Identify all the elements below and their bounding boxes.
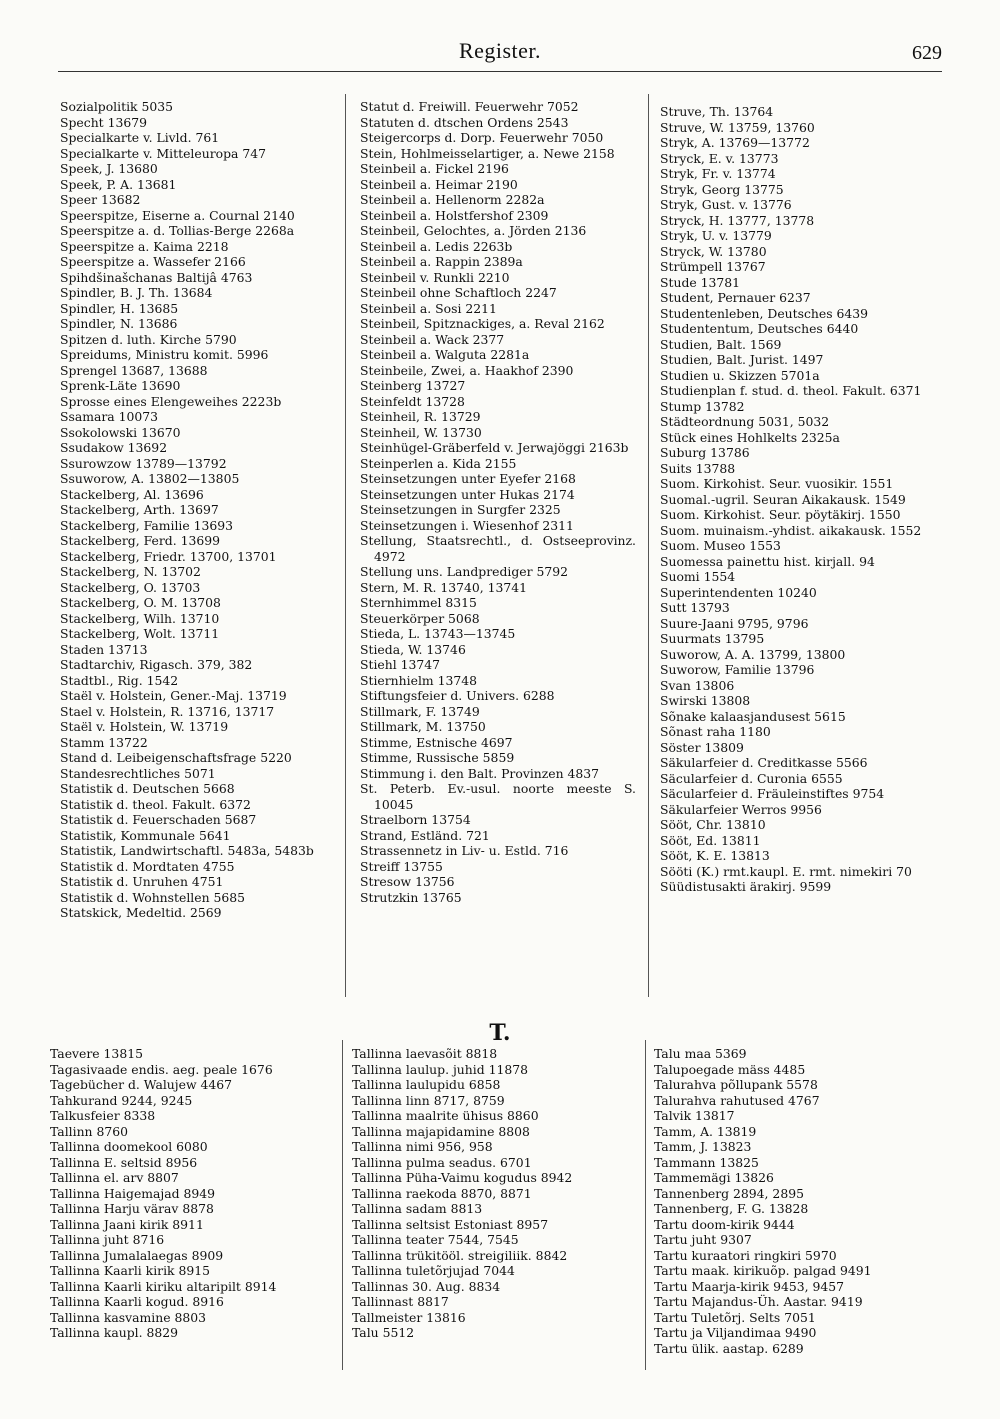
index-entry: Suomi 1554 (660, 569, 736, 584)
index-entry: Tallinna Haigemajad 8949 (50, 1185, 216, 1201)
index-entry: Taevere 13815 (50, 1046, 143, 1061)
index-entry: Speek, J. 13680 (60, 161, 158, 176)
index-entry: Studien, Balt. 1569 (660, 336, 782, 352)
index-entry: Tartu Majandus-Üh. Aastar. 9419 (654, 1294, 863, 1309)
index-entry: Suburg 13786 (660, 445, 750, 460)
index-entry: Tallinna trükitööl. streigiliik. 8842 (352, 1247, 568, 1263)
index-entry: Talvik 13817 (654, 1108, 735, 1123)
index-entry: Tartu maak. kirikuõp. palgad 9491 (654, 1263, 872, 1278)
index-entry: Steinsetzungen i. Wiesenhof 2311 (360, 517, 574, 533)
index-entry: Stadtbl., Rig. 1542 (60, 672, 179, 688)
index-entry: Stael v. Holstein, R. 13716, 13717 (60, 703, 275, 719)
index-entry: Tallinna linn 8717, 8759 (352, 1092, 505, 1108)
index-entry: Struve, Th. 13764 (660, 104, 774, 119)
index-entry: Student, Pernauer 6237 (660, 290, 811, 305)
index-entry: Tammemägi 13826 (654, 1170, 774, 1185)
index-entry: Staël v. Holstein, W. 13719 (60, 719, 229, 734)
index-entry: Steinfeldt 13728 (360, 393, 465, 409)
index-entry: Studententum, Deutsches 6440 (660, 321, 859, 336)
index-entry: Sööt, Chr. 13810 (660, 817, 766, 832)
t-index-column-2 (352, 1046, 632, 1341)
index-entry: Talurahva rahutused 4767 (654, 1092, 820, 1108)
t-index-column-3 (654, 1046, 936, 1356)
index-entry: Stück eines Hohlkelts 2325a (660, 429, 840, 445)
index-entry: Tallinna tuletõrjujad 7044 (352, 1263, 515, 1278)
index-entry: Steinbeil, Spitznackiges, a. Reval 2162 (360, 316, 605, 331)
index-entry: Sõnast raha 1180 (660, 724, 771, 739)
index-entry: Sööti (K.) rmt.kaupl. E. rmt. nimekiri 70 (660, 863, 912, 879)
index-entry: Tahkurand 9244, 9245 (50, 1092, 193, 1108)
index-entry: Steinbeil v. Runkli 2210 (360, 269, 510, 285)
index-entry: Steinbeil a. Sosi 2211 (360, 300, 497, 316)
index-entry: Statistik d. Mordtaten 4755 (60, 858, 235, 874)
index-entry: Strassennetz in Liv- u. Estld. 716 (360, 843, 569, 858)
index-entry: Specht 13679 (60, 114, 148, 130)
index-entry: Struve, W. 13759, 13760 (660, 119, 815, 135)
index-entry: Tallinna Püha-Vaimu kogudus 8942 (352, 1170, 573, 1185)
index-entry: Stimme, Russische 5859 (360, 750, 515, 765)
index-entry: Studien u. Skizzen 5701a (660, 367, 820, 383)
index-entry: Tartu doom-kirik 9444 (654, 1216, 795, 1232)
index-entry: Tallinna laulup. juhid 11878 (352, 1061, 528, 1077)
index-entry: Tallinna teater 7544, 7545 (352, 1232, 519, 1247)
column-divider (342, 1040, 343, 1370)
index-entry: Suworow, A. A. 13799, 13800 (660, 646, 846, 662)
column-divider (645, 1040, 646, 1370)
index-entry: Steinbeil a. Rappin 2389a (360, 254, 523, 269)
index-entry: Tannenberg, F. G. 13828 (654, 1201, 809, 1216)
index-entry: Talupoegade mäss 4485 (654, 1061, 806, 1077)
index-entry: Tamm, J. 13823 (654, 1139, 752, 1154)
index-entry: Stackelberg, Al. 13696 (60, 486, 204, 502)
index-entry: Speerspitze a. Wassefer 2166 (60, 254, 246, 269)
index-entry: Superintendenten 10240 (660, 584, 817, 600)
index-column-2 (360, 99, 636, 905)
index-entry: Tallinna E. seltsid 8956 (50, 1154, 198, 1170)
index-entry: Tallinna Harju värav 8878 (50, 1201, 214, 1216)
index-entry: Statistik d. Wohnstellen 5685 (60, 889, 246, 905)
index-entry: Strümpell 13767 (660, 259, 766, 274)
index-entry: Standesrechtliches 5071 (60, 765, 216, 781)
index-entry: Sternhimmel 8315 (360, 595, 477, 610)
index-entry: Speek, P. A. 13681 (60, 176, 177, 192)
index-entry: Sozialpolitik 5035 (60, 99, 174, 114)
index-entry: Stimme, Estnische 4697 (360, 734, 513, 750)
index-entry: Säkularfeier Werros 9956 (660, 801, 822, 817)
index-entry: Stude 13781 (660, 274, 741, 290)
index-entry: Speer 13682 (60, 192, 141, 207)
index-entry: Spihdšinašchanas Baltijâ 4763 (60, 269, 253, 285)
index-entry: Statistik d. theol. Fakult. 6372 (60, 796, 251, 812)
index-entry: Studentenleben, Deutsches 6439 (660, 305, 869, 321)
index-entry: Tallinna laulupidu 6858 (352, 1077, 501, 1092)
index-entry: Talu 5512 (352, 1325, 415, 1340)
index-entry: Specialkarte v. Mitteleuropa 747 (60, 145, 266, 161)
index-entry: Tallinna kasvamine 8803 (50, 1309, 207, 1325)
index-entry: Tagebücher d. Walujew 4467 (50, 1077, 233, 1092)
index-entry: Stamm 13722 (60, 734, 148, 750)
index-entry: Stillmark, F. 13749 (360, 703, 480, 719)
index-entry: Stackelberg, Wilh. 13710 (60, 610, 220, 626)
index-entry: Tartu ülik. aastap. 6289 (654, 1340, 804, 1356)
index-entry: Stadtarchiv, Rigasch. 379, 382 (60, 657, 253, 672)
index-entry: Suomal.-ugril. Seuran Aikakausk. 1549 (660, 491, 906, 507)
index-column-1 (60, 99, 332, 921)
index-entry: Suom. Kirkohist. Seur. vuosikir. 1551 (660, 476, 894, 491)
index-entry: Spindler, N. 13686 (60, 316, 178, 331)
index-entry: Spitzen d. luth. Kirche 5790 (60, 331, 237, 347)
index-entry: Suom. Kirkohist. Seur. pöytäkirj. 1550 (660, 507, 901, 522)
index-entry: Studienplan f. stud. d. theol. Fakult. 6371 (660, 383, 922, 398)
index-entry: Stillmark, M. 13750 (360, 719, 486, 734)
index-entry: Stiftungsfeier d. Univers. 6288 (360, 688, 555, 703)
index-entry: Staël v. Holstein, Gener.-Maj. 13719 (60, 688, 287, 703)
index-entry: Sprengel 13687, 13688 (60, 362, 208, 378)
index-entry: Spindler, B. J. Th. 13684 (60, 285, 213, 300)
index-entry: Tallinna laevasõit 8818 (352, 1046, 498, 1061)
index-entry: Statskick, Medeltid. 2569 (60, 905, 222, 920)
index-entry: Studien, Balt. Jurist. 1497 (660, 352, 824, 367)
index-entry: Tallinna Jaani kirik 8911 (50, 1216, 204, 1232)
index-entry: Stiernhielm 13748 (360, 672, 478, 688)
index-entry: Streiff 13755 (360, 858, 443, 874)
index-entry: Stackelberg, Arth. 13697 (60, 502, 219, 517)
index-entry: Tartu Maarja-kirik 9453, 9457 (654, 1278, 845, 1294)
index-column-3 (660, 104, 938, 895)
index-entry: St. Peterb. Ev.-usul. noorte meeste S. 10045 (360, 781, 636, 812)
index-entry: Stieda, L. 13743—13745 (360, 626, 516, 641)
index-entry: Sprosse eines Elengeweihes 2223b (60, 393, 282, 409)
column-divider (648, 94, 649, 997)
index-entry: Stryk, Georg 13775 (660, 181, 784, 197)
index-entry: Tallinna nimi 956, 958 (352, 1139, 493, 1154)
index-entry: Steinsetzungen in Surgfer 2325 (360, 502, 561, 517)
index-entry: Tallinna Kaarli kogud. 8916 (50, 1294, 224, 1309)
index-entry: Statistik, Kommunale 5641 (60, 827, 231, 843)
index-entry: Steigercorps d. Dorp. Feuerwehr 7050 (360, 130, 604, 145)
index-entry: Säkularfeier d. Creditkasse 5566 (660, 755, 868, 770)
index-entry: Suom. muinaism.-yhdist. aikakausk. 1552 (660, 522, 922, 538)
index-entry: Tallinna juht 8716 (50, 1232, 165, 1247)
index-entry: Tallinna majapidamine 8808 (352, 1123, 530, 1139)
index-entry: Suure-Jaani 9795, 9796 (660, 615, 809, 631)
index-entry: Ssurowzow 13789—13792 (60, 455, 227, 471)
index-entry: Steinbeil a. Fickel 2196 (360, 161, 509, 176)
index-entry: Statistik d. Feuerschaden 5687 (60, 812, 257, 827)
index-entry: Ssuworow, A. 13802—13805 (60, 471, 240, 486)
index-entry: Stein, Hohlmeisselartiger, a. Newe 2158 (360, 145, 615, 161)
index-entry: Svan 13806 (660, 677, 735, 693)
index-entry: Steinheil, W. 13730 (360, 424, 482, 440)
index-entry: Säcularfeier d. Curonia 6555 (660, 770, 843, 786)
index-entry: Swirski 13808 (660, 693, 751, 708)
index-entry: Talurahva põllupank 5578 (654, 1077, 818, 1092)
index-entry: Suworow, Familie 13796 (660, 662, 815, 677)
index-entry: Steinbeil a. Holstfershof 2309 (360, 207, 549, 223)
index-entry: Tallinna kaupl. 8829 (50, 1325, 179, 1340)
index-entry: Stryck, H. 13777, 13778 (660, 212, 815, 228)
index-entry: Tallinnas 30. Aug. 8834 (352, 1278, 501, 1294)
index-entry: Stryk, A. 13769—13772 (660, 135, 810, 150)
index-entry: Steuerkörper 5068 (360, 610, 480, 626)
index-entry: Stieda, W. 13746 (360, 641, 466, 657)
index-entry: Sprenk-Läte 13690 (60, 378, 181, 393)
index-entry: Steinbeil a. Wack 2377 (360, 331, 505, 347)
index-entry: Statistik d. Unruhen 4751 (60, 874, 224, 889)
index-entry: Stellung, Staatsrechtl., d. Ostseeprovinz. 4972 (360, 533, 636, 564)
index-entry: Stryck, W. 13780 (660, 243, 767, 259)
index-entry: Tallmeister 13816 (352, 1309, 466, 1325)
index-entry: Tannenberg 2894, 2895 (654, 1185, 804, 1201)
index-entry: Stump 13782 (660, 398, 745, 414)
index-entry: Tallinna raekoda 8870, 8871 (352, 1185, 532, 1201)
index-entry: Suits 13788 (660, 460, 736, 476)
index-entry: Stackelberg, O. 13703 (60, 579, 201, 595)
index-entry: Sööt, K. E. 13813 (660, 848, 770, 863)
index-entry: Steinbeile, Zwei, a. Haakhof 2390 (360, 362, 574, 378)
index-entry: Strand, Estländ. 721 (360, 827, 490, 843)
index-entry: Stiehl 13747 (360, 657, 441, 672)
index-entry: Spreidums, Ministru komit. 5996 (60, 347, 269, 362)
index-entry: Suom. Museo 1553 (660, 538, 781, 553)
index-entry: Straelborn 13754 (360, 812, 471, 827)
index-entry: Tartu juht 9307 (654, 1232, 752, 1247)
index-entry: Stryk, U. v. 13779 (660, 228, 772, 243)
index-entry: Sööt, Ed. 13811 (660, 832, 761, 848)
index-entry: Tallinna pulma seadus. 6701 (352, 1154, 532, 1170)
index-entry: Stackelberg, Familie 13693 (60, 517, 234, 533)
header-rule (58, 71, 942, 72)
index-entry: Suurmats 13795 (660, 631, 765, 646)
page-number: 629 (912, 42, 942, 64)
index-entry: Tallinnast 8817 (352, 1294, 449, 1309)
index-entry: Tallinna sadam 8813 (352, 1201, 483, 1216)
index-entry: Stryk, Fr. v. 13774 (660, 166, 776, 181)
index-entry: Speerspitze, Eiserne a. Cournal 2140 (60, 207, 295, 223)
index-entry: Tallinna maalrite ühisus 8860 (352, 1108, 539, 1123)
index-entry: Stryk, Gust. v. 13776 (660, 197, 792, 212)
index-entry: Specialkarte v. Livld. 761 (60, 130, 220, 145)
index-entry: Stackelberg, N. 13702 (60, 564, 201, 579)
index-entry: Steinbeil a. Walguta 2281a (360, 347, 530, 362)
index-entry: Stackelberg, Wolt. 13711 (60, 626, 220, 641)
index-entry: Tallinna Kaarli kirik 8915 (50, 1263, 211, 1278)
index-entry: Talkusfeier 8338 (50, 1108, 156, 1123)
column-divider (345, 94, 346, 997)
index-entry: Säcularfeier d. Fräuleinstiftes 9754 (660, 786, 885, 801)
index-entry: Tartu kuraatori ringkiri 5970 (654, 1247, 837, 1263)
index-entry: Steinbeil a. Hellenorm 2282a (360, 192, 545, 207)
index-entry: Tallinna Jumalalaegas 8909 (50, 1247, 224, 1263)
index-entry: Ssokolowski 13670 (60, 424, 181, 440)
index-entry: Steinhügel-Gräberfeld v. Jerwajöggi 2163b (360, 440, 629, 455)
section-letter-heading: T. (489, 1020, 511, 1046)
index-entry: Spindler, H. 13685 (60, 300, 179, 316)
index-entry: Stand d. Leibeigenschaftsfrage 5220 (60, 750, 292, 765)
index-entry: Stryck, E. v. 13773 (660, 150, 779, 166)
index-entry: Statistik, Landwirtschaftl. 5483a, 5483b (60, 843, 314, 858)
index-entry: Tartu ja Viljandimaa 9490 (654, 1325, 817, 1340)
index-entry: Steinsetzungen unter Hukas 2174 (360, 486, 575, 502)
index-entry: Statistik d. Deutschen 5668 (60, 781, 235, 796)
index-entry: Tallinna doomekool 6080 (50, 1139, 208, 1154)
index-entry: Steinberg 13727 (360, 378, 466, 393)
index-entry: Speerspitze a. Kaima 2218 (60, 238, 229, 254)
index-entry: Stimmung i. den Balt. Provinzen 4837 (360, 765, 600, 781)
index-entry: Stackelberg, O. M. 13708 (60, 595, 221, 610)
page-title: Register. (458, 38, 542, 63)
index-entry: Steinperlen a. Kida 2155 (360, 455, 517, 471)
index-entry: Speerspitze a. d. Tollias-Berge 2268a (60, 223, 295, 238)
index-entry: Stackelberg, Friedr. 13700, 13701 (60, 548, 277, 564)
index-entry: Tallinna el. arv 8807 (50, 1170, 179, 1185)
index-entry: Suomessa painettu hist. kirjall. 94 (660, 553, 875, 569)
index-entry: Tallinna seltsist Estoniast 8957 (352, 1216, 549, 1232)
index-entry: Ssamara 10073 (60, 409, 159, 424)
index-entry: Statuten d. dtschen Ordens 2543 (360, 114, 569, 130)
index-entry: Steinbeil a. Ledis 2263b (360, 238, 513, 254)
index-entry: Süüdistusakti ärakirj. 9599 (660, 879, 832, 894)
index-entry: Tallinna Kaarli kiriku altaripilt 8914 (50, 1278, 277, 1294)
index-entry: Ssudakow 13692 (60, 440, 168, 455)
index-entry: Statut d. Freiwill. Feuerwehr 7052 (360, 99, 579, 114)
index-entry: Städteordnung 5031, 5032 (660, 414, 830, 429)
index-entry: Strutzkin 13765 (360, 889, 462, 905)
index-entry: Steinbeil ohne Schaftloch 2247 (360, 285, 557, 300)
index-entry: Sutt 13793 (660, 600, 730, 615)
index-entry: Tamm, A. 13819 (654, 1123, 757, 1139)
index-entry: Stellung uns. Landprediger 5792 (360, 564, 569, 579)
page-header (0, 0, 1000, 72)
index-entry: Steinsetzungen unter Eyefer 2168 (360, 471, 576, 486)
index-entry: Stern, M. R. 13740, 13741 (360, 579, 528, 595)
index-entry: Stresow 13756 (360, 874, 455, 889)
index-entry: Steinbeil, Gelochtes, a. Jörden 2136 (360, 223, 587, 238)
index-entry: Staden 13713 (60, 641, 148, 657)
index-entry: Tartu Tuletõrj. Selts 7051 (654, 1309, 816, 1325)
t-index-column-1 (50, 1046, 330, 1341)
index-entry: Tammann 13825 (654, 1154, 759, 1170)
index-entry: Steinheil, R. 13729 (360, 409, 481, 424)
index-entry: Sõnake kalaasjandusest 5615 (660, 708, 846, 724)
index-entry: Tagasivaade endis. aeg. peale 1676 (50, 1061, 273, 1077)
index-entry: Tallinn 8760 (50, 1123, 129, 1139)
index-entry: Talu maa 5369 (654, 1046, 747, 1061)
index-entry: Stackelberg, Ferd. 13699 (60, 533, 220, 548)
index-entry: Steinbeil a. Heimar 2190 (360, 176, 518, 192)
index-entry: Söster 13809 (660, 739, 744, 755)
